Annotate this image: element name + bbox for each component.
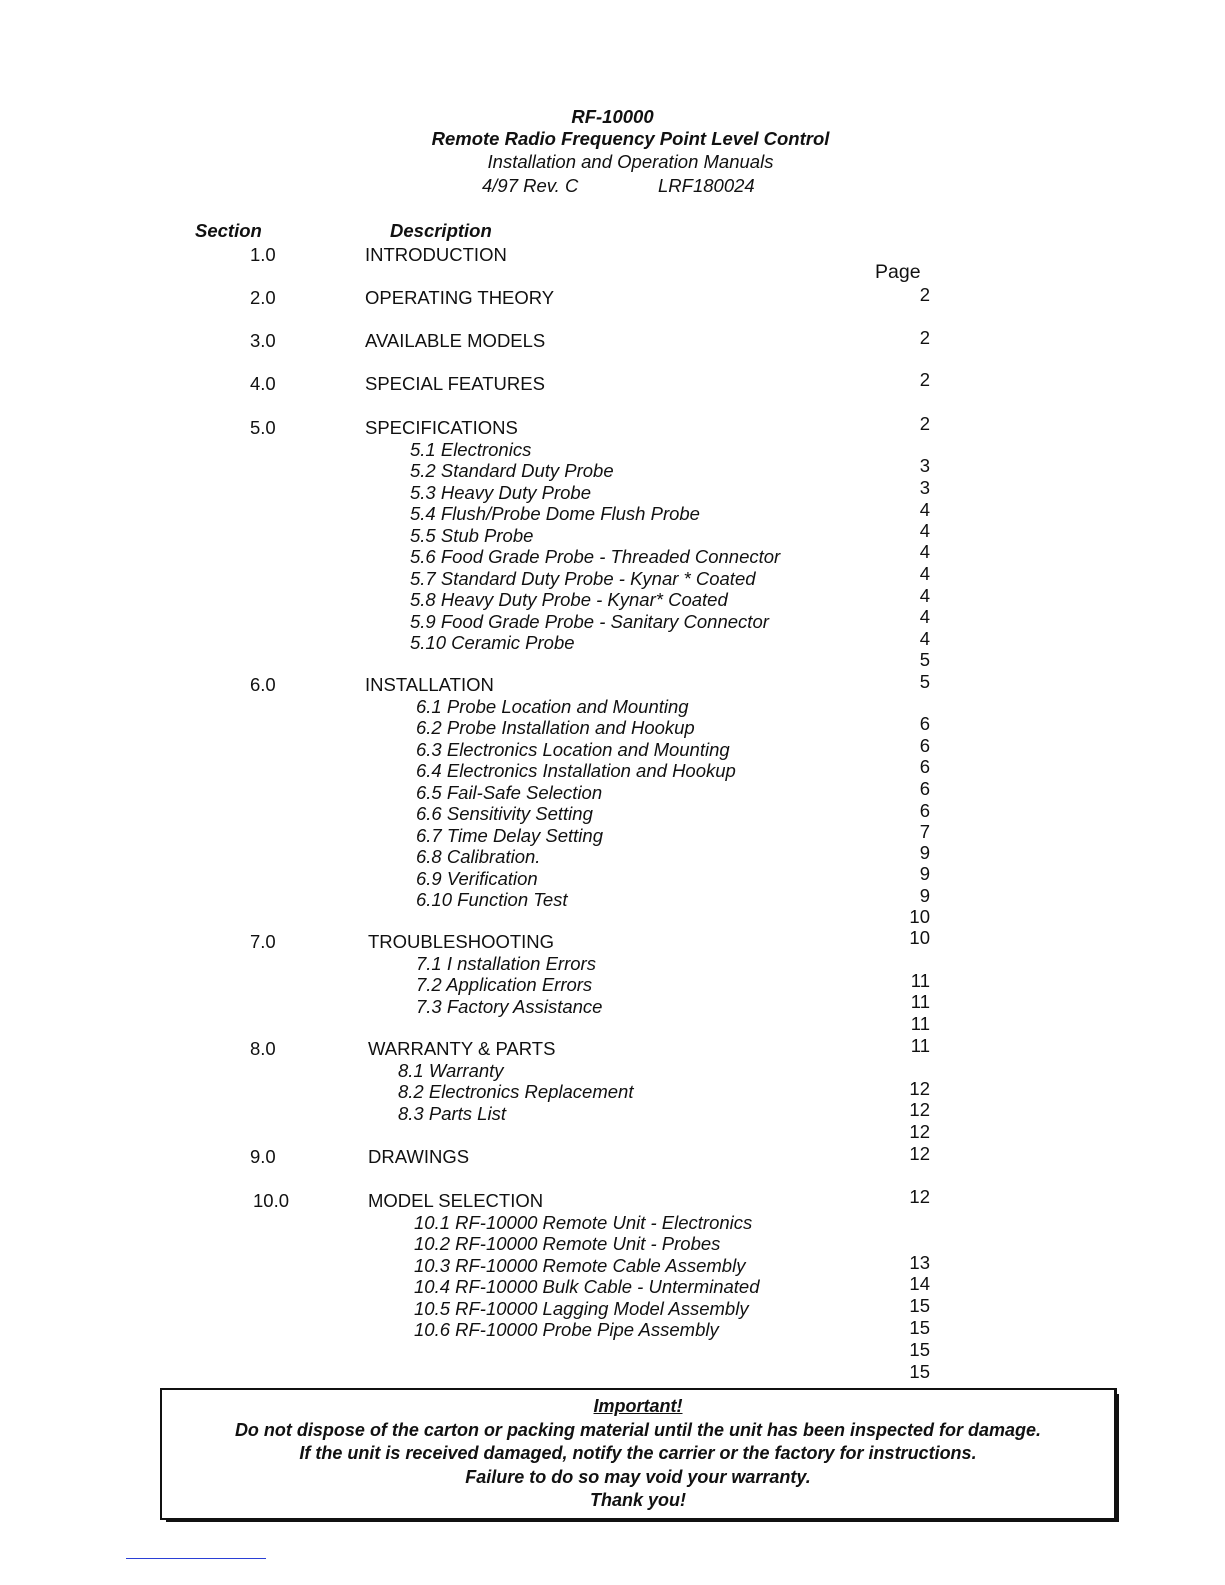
- page-number: 4: [919, 563, 930, 584]
- page-number: 4: [919, 541, 930, 562]
- page-number: 10: [909, 906, 930, 927]
- toc-subentry[interactable]: 5.5 Stub Probe: [410, 524, 534, 546]
- page-number: 6: [919, 800, 930, 821]
- toc-subentry[interactable]: 6.5 Fail-Safe Selection: [416, 781, 603, 803]
- document-subtitle: Installation and Operation Manuals: [487, 151, 774, 172]
- toc-subentry[interactable]: 10.6 RF-10000 Probe Pipe Assembly: [414, 1319, 719, 1340]
- toc-entry[interactable]: MODEL SELECTION: [368, 1190, 544, 1211]
- section-number: 9.0: [250, 1146, 276, 1167]
- page-number: 3: [919, 477, 930, 498]
- page-number: 9: [919, 885, 930, 906]
- page-number: 12: [909, 1099, 930, 1120]
- toc-entry[interactable]: SPECIAL FEATURES: [365, 373, 545, 394]
- page-number: 14: [909, 1273, 930, 1294]
- page-number: 2: [919, 369, 930, 390]
- page-column-header: Page: [875, 261, 921, 283]
- toc-subentry[interactable]: 5.6 Food Grade Probe - Threaded Connector: [410, 546, 781, 567]
- notice-line: If the unit is received damaged, notify the carrier or the factory for instructions.: [299, 1443, 977, 1463]
- toc-entry[interactable]: INTRODUCTION: [365, 244, 507, 265]
- page-number: 6: [919, 778, 930, 799]
- page-number: 5: [919, 671, 930, 692]
- page-number: 4: [919, 499, 930, 520]
- description-column-header: Description: [390, 220, 492, 241]
- toc-subentry[interactable]: 5.1 Electronics: [410, 438, 532, 460]
- section-number: 10.0: [253, 1190, 290, 1211]
- toc-entry[interactable]: WARRANTY & PARTS: [368, 1038, 556, 1059]
- section-number: 5.0: [250, 417, 276, 438]
- toc-subentry[interactable]: 5.10 Ceramic Probe: [410, 632, 575, 653]
- important-notice-box: [160, 1388, 1117, 1520]
- page-number: 9: [919, 863, 930, 884]
- toc-subentry[interactable]: 6.6 Sensitivity Setting: [416, 803, 593, 824]
- page-number: 7: [919, 821, 930, 842]
- toc-subentry[interactable]: 10.1 RF-10000 Remote Unit - Electronics: [414, 1211, 753, 1233]
- toc-entry[interactable]: OPERATING THEORY: [365, 287, 555, 308]
- notice-heading: Important!: [593, 1396, 683, 1416]
- page-number: 15: [909, 1295, 930, 1316]
- section-number: 4.0: [250, 373, 276, 394]
- model-heading: RF-10000: [571, 106, 654, 127]
- toc-entry[interactable]: SPECIFICATIONS: [365, 417, 518, 438]
- toc-subentry[interactable]: 10.5 RF-10000 Lagging Model Assembly: [414, 1297, 749, 1319]
- toc-subentry[interactable]: 5.4 Flush/Probe Dome Flush Probe: [410, 503, 700, 524]
- toc-subentry[interactable]: 5.7 Standard Duty Probe - Kynar * Coated: [410, 567, 756, 589]
- page-number: 11: [910, 970, 930, 991]
- page-number: 15: [909, 1317, 930, 1338]
- toc-subentry[interactable]: 8.3 Parts List: [398, 1102, 506, 1124]
- toc-subentry[interactable]: 5.2 Standard Duty Probe: [410, 460, 614, 481]
- toc-subentry[interactable]: 7.3 Factory Assistance: [416, 995, 603, 1017]
- page-number: 9: [919, 842, 930, 863]
- toc-subentry[interactable]: 6.2 Probe Installation and Hookup: [416, 717, 695, 738]
- page-number: 11: [910, 1035, 930, 1056]
- toc-subentry[interactable]: 10.2 RF-10000 Remote Unit - Probes: [414, 1233, 721, 1254]
- toc-subentry[interactable]: 6.9 Verification: [416, 867, 538, 889]
- section-number: 1.0: [250, 244, 276, 265]
- page-number: 2: [919, 413, 930, 434]
- document-title: Remote Radio Frequency Point Level Control: [431, 128, 830, 149]
- footer-link-line: [126, 1558, 266, 1559]
- page-number: 12: [909, 1121, 930, 1142]
- page-number: 4: [919, 585, 930, 606]
- page-number: 12: [909, 1078, 930, 1099]
- toc-entry[interactable]: AVAILABLE MODELS: [365, 330, 546, 351]
- page-number: 6: [919, 713, 930, 734]
- page-number: 3: [919, 455, 930, 476]
- page-number: 6: [919, 735, 930, 756]
- toc-entry[interactable]: INSTALLATION: [365, 674, 494, 695]
- section-number: 3.0: [250, 330, 276, 351]
- page-number: 13: [909, 1252, 930, 1273]
- toc-subentry[interactable]: 5.3 Heavy Duty Probe: [410, 481, 591, 503]
- page-number: 4: [919, 606, 930, 627]
- page-number: 10: [909, 927, 930, 948]
- doc-number: LRF180024: [658, 175, 755, 196]
- page-number: 2: [919, 327, 930, 348]
- toc-subentry[interactable]: 6.10 Function Test: [416, 889, 568, 910]
- page-number: 2: [919, 284, 930, 305]
- notice-line: Thank you!: [589, 1490, 686, 1510]
- toc-subentry[interactable]: 7.2 Application Errors: [416, 974, 593, 995]
- section-number: 6.0: [250, 674, 276, 695]
- toc-subentry[interactable]: 10.3 RF-10000 Remote Cable Assembly: [414, 1254, 746, 1276]
- page-number: 6: [919, 756, 930, 777]
- page-number: 15: [909, 1361, 930, 1382]
- toc-subentry[interactable]: 10.4 RF-10000 Bulk Cable - Unterminated: [414, 1276, 760, 1297]
- toc-subentry[interactable]: 7.1 I nstallation Errors: [416, 952, 596, 974]
- page-number: 4: [919, 520, 930, 541]
- toc-subentry[interactable]: 5.8 Heavy Duty Probe - Kynar* Coated: [410, 589, 728, 610]
- toc-subentry[interactable]: 8.2 Electronics Replacement: [398, 1081, 634, 1102]
- toc-entry[interactable]: TROUBLESHOOTING: [368, 931, 555, 952]
- toc-subentry[interactable]: 6.3 Electronics Location and Mounting: [416, 738, 730, 760]
- section-number: 7.0: [250, 931, 276, 952]
- page-number: 15: [909, 1339, 930, 1360]
- toc-subentry[interactable]: 8.1 Warranty: [398, 1059, 504, 1081]
- section-number: 2.0: [250, 287, 276, 308]
- toc-subentry[interactable]: 6.7 Time Delay Setting: [416, 824, 603, 846]
- toc-subentry[interactable]: 5.9 Food Grade Probe - Sanitary Connector: [410, 610, 769, 632]
- page-number: 11: [910, 991, 930, 1012]
- page-number: 4: [919, 628, 930, 649]
- page-number: 11: [910, 1013, 930, 1034]
- page-number: 12: [909, 1143, 930, 1164]
- notice-line: Failure to do so may void your warranty.: [465, 1467, 811, 1487]
- notice-line: Do not dispose of the carton or packing material until the unit has been inspected for damage.: [234, 1420, 1042, 1440]
- toc-subentry[interactable]: 6.1 Probe Location and Mounting: [416, 695, 689, 717]
- toc-entry[interactable]: DRAWINGS: [368, 1146, 470, 1167]
- toc-subentry[interactable]: 6.4 Electronics Installation and Hookup: [416, 760, 736, 781]
- section-number: 8.0: [250, 1038, 276, 1059]
- section-column-header: Section: [195, 220, 262, 241]
- page-number: 5: [919, 649, 930, 670]
- toc-subentry[interactable]: 6.8 Calibration.: [416, 846, 541, 867]
- revision: 4/97 Rev. C: [482, 175, 579, 196]
- page-number: 12: [909, 1186, 930, 1207]
